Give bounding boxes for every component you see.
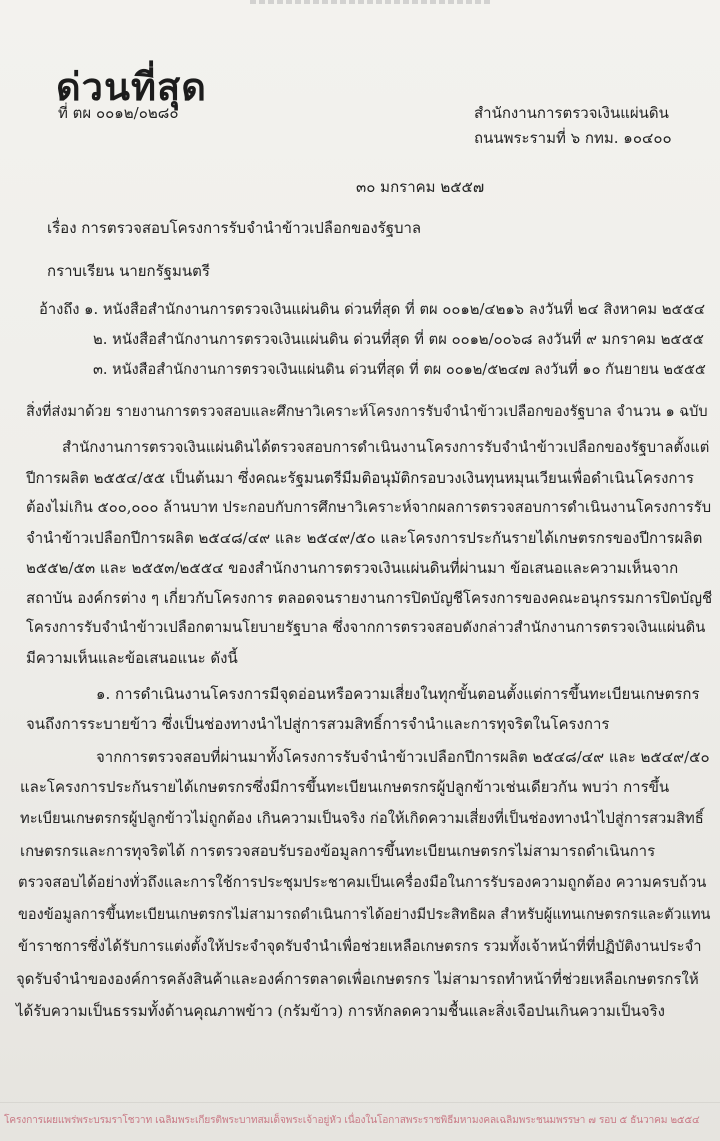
body-line: ทะเบียนเกษตรกรผู้ปลูกข้าวไม่ถูกต้อง เกินความเป็นจริง ก่อให้เกิดความเสี่ยงที่เป็นช่องทางนำไปสู่การสวมสิทธิ์: [20, 810, 704, 827]
organization-address: ถนนพระรามที่ ๖ กทม. ๑๐๔๐๐: [474, 129, 672, 147]
body-line: ได้รับความเป็นธรรมทั้งด้านคุณภาพข้าว (กรัมข้าว) การหักลดความชื้นและสิ่งเจือปนเกินความเป็นจริง: [16, 1002, 665, 1020]
body-line: เกษตรกรและการทุจริตได้ การตรวจสอบรับรองข้อมูลการขึ้นทะเบียนเกษตรกรไม่สามารถดำเนินการ: [20, 842, 656, 860]
organization-name: สำนักงานการตรวจเงินแผ่นดิน: [474, 104, 669, 122]
body-line: สำนักงานการตรวจเงินแผ่นดินได้ตรวจสอบการดำเนินงานโครงการรับจำนำข้าวเปลือกของรัฐบาลตั้งแต่: [62, 439, 710, 456]
document-number: ที่ ตผ ๐๐๑๒/๐๒๘๐: [58, 104, 179, 122]
body-line: ต้องไม่เกิน ๕๐๐,๐๐๐ ล้านบาท ประกอบกับการศึกษาวิเคราะห์จากผลการตรวจสอบการดำเนินงานโครงการรับ: [26, 499, 712, 516]
body-line: และโครงการประกันรายได้เกษตรกรซึ่งมีการขึ้นทะเบียนเกษตรกรผู้ปลูกข้าวเช่นเดียวกัน พบว่า การขึ้น: [20, 778, 670, 796]
footer-banner: โครงการเผยแพร่พระบรมราโชวาท เฉลิมพระเกียรติพระบาทสมเด็จพระเจ้าอยู่หัว เนื่องในโอกาสพระราชพิธีมหามงคลเฉลิมพระชนมพรรษา ๗ รอบ ๕ ธันวาคม ๒๕๕๔: [4, 1114, 700, 1126]
body-line: ๒๕๕๒/๕๓ และ ๒๕๕๓/๒๕๕๔ ของสำนักงานการตรวจเงินแผ่นดินที่ผ่านมา ข้อเสนอและความเห็นจาก: [26, 559, 679, 577]
document-date: ๓๐ มกราคม ๒๕๕๗: [356, 178, 485, 196]
page-top-decoration: [250, 0, 490, 4]
body-line: จำนำข้าวเปลือกปีการผลิต ๒๕๔๘/๔๙ และ ๒๕๔๙/๕๐ และโครงการประกันรายได้เกษตรกรของปีการผลิต: [26, 529, 703, 547]
subject-line: เรื่อง การตรวจสอบโครงการรับจำนำข้าวเปลือกของรัฐบาล: [47, 219, 422, 237]
body-line: ปีการผลิต ๒๕๕๔/๕๕ เป็นต้นมา ซึ่งคณะรัฐมนตรีมีมติอนุมัติกรอบวงเงินทุนหมุนเวียนเพื่อดำเนินโครงการ: [26, 469, 694, 487]
body-line: ตรวจสอบได้อย่างทั่วถึงและการใช้การประชุมประชาคมเป็นเครื่องมือในการรับรองความถูกต้อง ความครบถ้วน: [18, 874, 707, 891]
body-line: มีความเห็นและข้อเสนอแนะ ดังนี้: [26, 649, 238, 667]
body-line: จนถึงการระบายข้าว ซึ่งเป็นช่องทางนำไปสู่การสวมสิทธิ์การจำนำและการทุจริตในโครงการ: [26, 715, 610, 733]
body-line: ของข้อมูลการขึ้นทะเบียนเกษตรกรไม่สามารถดำเนินการได้อย่างมีประสิทธิผล สำหรับผู้แทนเกษตรกรและตัวแทน: [18, 907, 711, 923]
footer-divider: [0, 1102, 720, 1103]
reference-1: อ้างถึง ๑. หนังสือสำนักงานการตรวจเงินแผ่นดิน ด่วนที่สุด ที่ ตผ ๐๐๑๒/๔๒๑๖ ลงวันที่ ๒๔ สิงหาคม ๒๕๕๔: [39, 301, 706, 318]
urgency-heading: ด่วนที่สุด: [56, 64, 207, 109]
reference-3: ๓. หนังสือสำนักงานการตรวจเงินแผ่นดิน ด่วนที่สุด ที่ ตผ ๐๐๑๒/๕๒๔๗ ลงวันที่ ๑๐ กันยายน ๒๕๕๕: [93, 362, 706, 378]
body-line: สถาบัน องค์กรต่าง ๆ เกี่ยวกับโครงการ ตลอดจนรายงานการปิดบัญชีโครงการของคณะอนุกรรมการปิดบัญชี: [26, 589, 713, 607]
body-line: ๑. การดำเนินงานโครงการมีจุดอ่อนหรือความเสี่ยงในทุกขั้นตอนตั้งแต่การขึ้นทะเบียนเกษตรกร: [96, 685, 700, 703]
enclosure-line: สิ่งที่ส่งมาด้วย รายงานการตรวจสอบและศึกษาวิเคราะห์โครงการรับจำนำข้าวเปลือกของรัฐบาล จำนวน ๑ ฉบับ: [26, 404, 708, 420]
body-line: จากการตรวจสอบที่ผ่านมาทั้งโครงการรับจำนำข้าวเปลือกปีการผลิต ๒๕๔๘/๔๙ และ ๒๕๔๙/๕๐: [96, 748, 710, 766]
body-line: โครงการรับจำนำข้าวเปลือกตามนโยบายรัฐบาล ซึ่งจากการตรวจสอบดังกล่าวสำนักงานการตรวจเงินแผ่นดิน: [26, 619, 706, 636]
reference-2: ๒. หนังสือสำนักงานการตรวจเงินแผ่นดิน ด่วนที่สุด ที่ ตผ ๐๐๑๒/๐๐๖๘ ลงวันที่ ๙ มกราคม ๒๕๕๕: [93, 331, 704, 348]
salutation-line: กราบเรียน นายกรัฐมนตรี: [47, 262, 210, 280]
body-line: ข้าราชการซึ่งได้รับการแต่งตั้งให้ประจำจุดรับจำนำเพื่อช่วยเหลือเกษตรกร รวมทั้งเจ้าหน้าที่ที่ปฏิบัติงานประจำ: [18, 938, 702, 955]
body-line: จุดรับจำนำขององค์การคลังสินค้าและองค์การตลาดเพื่อเกษตรกร ไม่สามารถทำหน้าที่ช่วยเหลือเกษตรกรให้: [16, 970, 699, 988]
